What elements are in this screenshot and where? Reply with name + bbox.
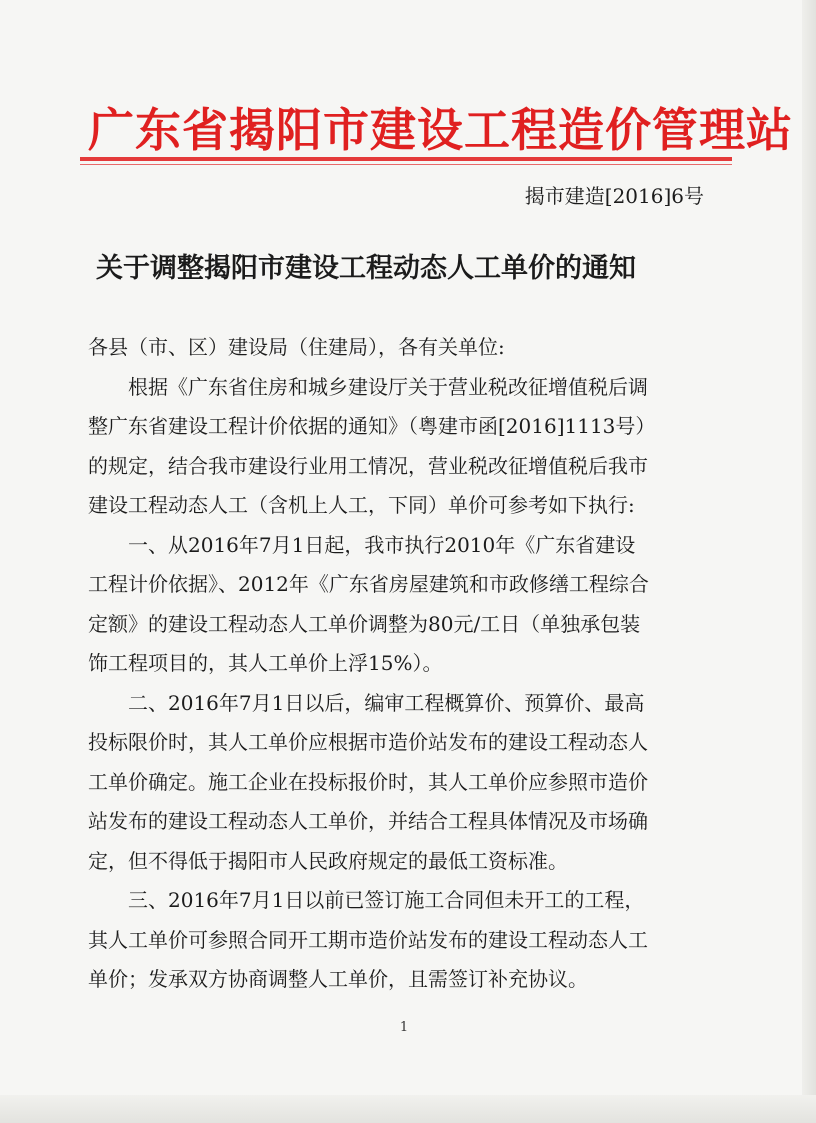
document-number: 揭市建造[2016]6号 — [524, 184, 704, 208]
paragraph-line: 根据《广东省住房和城乡建设厅关于营业税改征增值税后调 — [128, 374, 648, 399]
paragraph-line: 站发布的建设工程动态人工单价，并结合工程具体情况及市场确 — [88, 809, 648, 833]
paragraph-line: 三、2016年7月1日以前已签订施工合同但未开工的工程， — [128, 888, 645, 912]
page-number: 1 — [399, 1020, 409, 1035]
document-title: 关于调整揭阳市建设工程动态人工单价的通知 — [96, 253, 636, 284]
paragraph-line: 工程计价依据》、2012年《广东省房屋建筑和市政修缮工程综合 — [88, 572, 649, 596]
paragraph-line: 的规定，结合我市建设行业用工情况，营业税改征增值税后我市 — [88, 453, 648, 478]
paragraph-line: 单价；发承双方协商调整人工单价，且需签订补充协议。 — [88, 967, 588, 991]
salutation: 各县（市、区）建设局（住建局），各有关单位: — [88, 335, 505, 359]
paragraph-line: 整广东省建设工程计价依据的通知》（粤建市函[2016]1113号） — [88, 414, 656, 438]
paragraph-line: 工单价确定。施工企业在投标报价时，其人工单价应参照市造价 — [88, 769, 648, 794]
paragraph-line: 投标限价时，其人工单价应根据市造价站发布的建设工程动态人 — [88, 730, 648, 754]
paragraph-line: 二、2016年7月1日以后，编审工程概算价、预算价、最高 — [128, 690, 645, 715]
paragraph-line: 定额》的建设工程动态人工单价调整为80元/工日（单独承包装 — [88, 611, 641, 636]
org-header: 广东省揭阳市建设工程造价管理站 — [88, 103, 793, 157]
scan-edge-bottom — [0, 1095, 816, 1123]
paragraph-line: 定，但不得低于揭阳市人民政府规定的最低工资标准。 — [88, 848, 568, 873]
scan-edge-right — [802, 0, 816, 1123]
paragraph-line: 一、从2016年7月1日起，我市执行2010年《广东省建设 — [128, 532, 636, 557]
paragraph-line: 建设工程动态人工（含机上人工，下同）单价可参考如下执行: — [88, 493, 635, 517]
paragraph-line: 饰工程项目的，其人工单价上浮15%）。 — [88, 651, 443, 675]
paragraph-line: 其人工单价可参照合同开工期市造价站发布的建设工程动态人工 — [88, 927, 648, 952]
red-divider-thick — [80, 157, 732, 161]
document-body — [88, 328, 718, 1000]
red-divider-thin — [80, 164, 732, 165]
